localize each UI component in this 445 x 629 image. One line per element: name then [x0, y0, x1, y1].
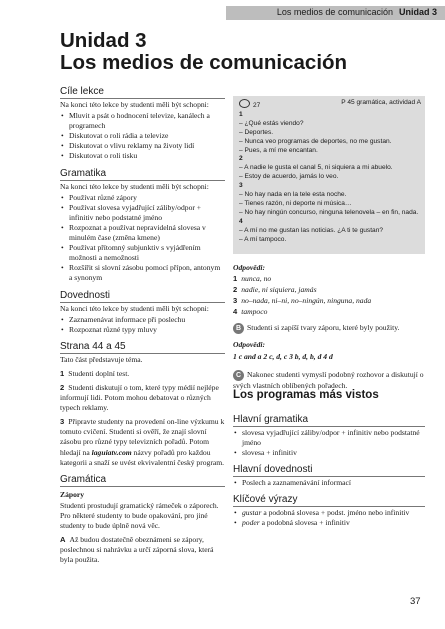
script-line: 3 — [239, 182, 243, 190]
cile-list — [60, 111, 225, 161]
title-line-2: Los medios de comunicación — [60, 51, 348, 74]
left-column — [60, 86, 225, 565]
answers-line-2: 1 c and a 2 c, d, c 3 b, d, b, d 4 d — [233, 351, 333, 361]
list-item: • Diskutovat o roli rádia a televize — [60, 131, 225, 141]
strana-step-3 — [60, 417, 225, 467]
list-item: • gustar a podobná slovesa + podst. jméno nebo infinitiv — [233, 508, 425, 518]
strana-step-2 — [60, 383, 225, 413]
script-line: – A mí no me gustan las noticias. ¿A ti te gustan? — [239, 226, 384, 234]
list-item: • slovesa + infinitiv — [233, 448, 425, 458]
gramatica-subheading: Zápory — [60, 489, 85, 499]
track-number: 27 — [253, 102, 261, 109]
hlavni-dovednosti-list — [233, 478, 425, 488]
script-line: 2 — [239, 155, 243, 163]
list-item: • Diskutovat o roli tisku — [60, 151, 225, 161]
right-column — [233, 262, 425, 391]
list-item: • Mluvit a psát o hodnocení televize, kanálech a programech — [60, 111, 225, 131]
dovednosti-intro: Na konci této lekce by studenti měli být schopni: — [60, 303, 209, 313]
step-number: 3 — [60, 417, 65, 427]
website-link[interactable]: laguiatv.com — [91, 447, 132, 457]
cile-intro: Na konci této lekce by studenti měli být schopni: — [60, 100, 209, 109]
list-item: • Zaznamenávat informace při poslechu — [60, 315, 225, 325]
script-line: – Tienes razón, ni deporte ni música… — [239, 199, 352, 207]
script-line: 4 — [239, 217, 243, 225]
gramatica-heading: Gramática — [60, 474, 225, 487]
klicove-heading: Klíčové výrazy — [233, 494, 425, 507]
activity-a-label: A — [60, 535, 66, 545]
gramatica-text: Studenti prostudují gramatický rámeček o záporech. Pro některé studenty to bude opakování, pro jiné studenty to bude úplně nová věc. — [60, 500, 219, 530]
list-item: • Rozpoznat různé typy mluvy — [60, 325, 225, 335]
header-section: Los medios de comunicación — [276, 7, 393, 17]
activity-c-badge: C — [233, 370, 244, 381]
activity-b-text: Studenti si zapíší tvary záporu, které byly použity. — [247, 323, 400, 333]
list-item: • Diskutovat o vlivu reklamy na životy lidí — [60, 141, 225, 151]
hlavni-gramatika-list — [233, 428, 425, 458]
list-item: • Používat přítomný subjunktiv s vyjádřením možnosti a nemožnosti — [60, 243, 225, 263]
activity-c — [233, 370, 425, 391]
page-number: 37 — [410, 596, 421, 607]
list-item: • Používat slovesa vyjadřující záliby/odpor + infinitiv nebo podstatné jméno — [60, 203, 225, 223]
list-item: • Používat různé zápory — [60, 193, 225, 203]
list-item: • slovesa vyjadřující záliby/odpor + infinitiv nebo podstatné jméno — [233, 428, 425, 448]
programas-heading: Los programas más vistos — [233, 389, 379, 401]
overview-column — [233, 414, 425, 529]
answer-item: 2 nadie, ni siquiera, jamás — [233, 285, 317, 295]
script-line: – Nunca veo programas de deportes, no me gustan. — [239, 137, 392, 145]
answer-item: 3 no–nada, ni–ni, no–ningún, ninguna, nada — [233, 296, 372, 306]
audio-script-box — [233, 96, 425, 254]
answers-label-2: Odpovědi: — [233, 340, 266, 350]
list-item: • Poslech a zaznamenávání informací — [233, 478, 425, 488]
audio-script — [239, 99, 421, 245]
step-text-tail: názvy pořadů pro každou kategorii a snaží se uvést ekvivalentní český program. — [60, 447, 225, 467]
title-line-1: Unidad 3 — [60, 29, 147, 52]
script-line: – No hay nada en la tele esta noche. — [239, 191, 347, 199]
klicove-list — [233, 508, 425, 528]
cile-heading: Cíle lekce — [60, 86, 225, 99]
activity-b — [233, 323, 425, 334]
activity-b-badge: B — [233, 323, 244, 334]
page-title — [60, 30, 347, 74]
hlavni-dovednosti-heading: Hlavní dovednosti — [233, 464, 425, 477]
gramatika-intro: Na konci této lekce by studenti měli být schopni: — [60, 181, 209, 191]
step-text: Studenti diskutují o tom, které typy médií nejlépe informují lidi. Potom mohou debatovat o různých typech reklamy. — [60, 382, 219, 413]
gramatika-list — [60, 193, 225, 284]
strana-intro: Tato část představuje téma. — [60, 354, 143, 364]
activity-c-text: Nakonec studenti vymyslí podobný rozhovor a diskutují o svých vlastních oblíbených pořadech. — [233, 369, 424, 390]
script-line: – ¿Qué estás viendo? — [239, 119, 304, 127]
step-number: 2 — [60, 382, 65, 392]
list-item: • Rozpoznat a používat nepravidelná slovesa v minulém čase (změna kmene) — [60, 223, 225, 243]
step-text: Připravte studenty na provedení on-line výzkumu k tomuto cvičení. Studenti si ověří, že znají slovní zásobu pro různé typy televizních pořadů. Potom hledají na — [60, 417, 225, 457]
list-item: • poder a podobná slovesa + infinitiv — [233, 518, 425, 528]
activity-a — [60, 535, 225, 565]
answer-item: 4 tampoco — [233, 307, 268, 317]
answer-item: 1 nunca, no — [233, 274, 272, 284]
header-unit: Unidad 3 — [398, 7, 437, 17]
gramatika-heading: Gramatika — [60, 168, 225, 181]
answers-label: Odpovědi: — [233, 263, 266, 272]
step-text: Studenti doplní test. — [68, 368, 130, 378]
audio-script-header — [239, 99, 421, 111]
script-line: – Pues, a mí me encantan. — [239, 146, 318, 154]
audio-track — [239, 99, 260, 111]
script-line: – Deportes. — [239, 128, 274, 136]
strana-step-1 — [60, 369, 225, 379]
strana-heading: Strana 44 a 45 — [60, 341, 225, 354]
running-header — [226, 6, 445, 20]
script-line: – A nadie le gusta el canal 5, ni siquiera a mi abuelo. — [239, 164, 393, 172]
dovednosti-list — [60, 315, 225, 335]
list-item: • Rozšířit si slovní zásobu pomocí přípon, antonym a synonym — [60, 263, 225, 283]
activity-a-text: Až budou dostatečně obeznámeni se zápory, poslechnou si nahrávku a určí záporná slova, která byla použita. — [60, 535, 214, 565]
step-number: 1 — [60, 368, 65, 378]
dovednosti-heading: Dovednosti — [60, 290, 225, 303]
script-line: – A mí tampoco. — [239, 235, 287, 243]
script-line: – No hay ningún concurso, ninguna telenovela – en fin, nada. — [239, 208, 419, 216]
hlavni-gramatika-heading: Hlavní gramatika — [233, 414, 425, 427]
audio-reference: P 45 gramática, actividad A — [341, 99, 421, 106]
running-header-text — [277, 7, 437, 17]
cd-icon — [239, 99, 250, 108]
script-line: 1 — [239, 110, 243, 118]
script-line: – Estoy de acuerdo, jamás lo veo. — [239, 173, 339, 181]
